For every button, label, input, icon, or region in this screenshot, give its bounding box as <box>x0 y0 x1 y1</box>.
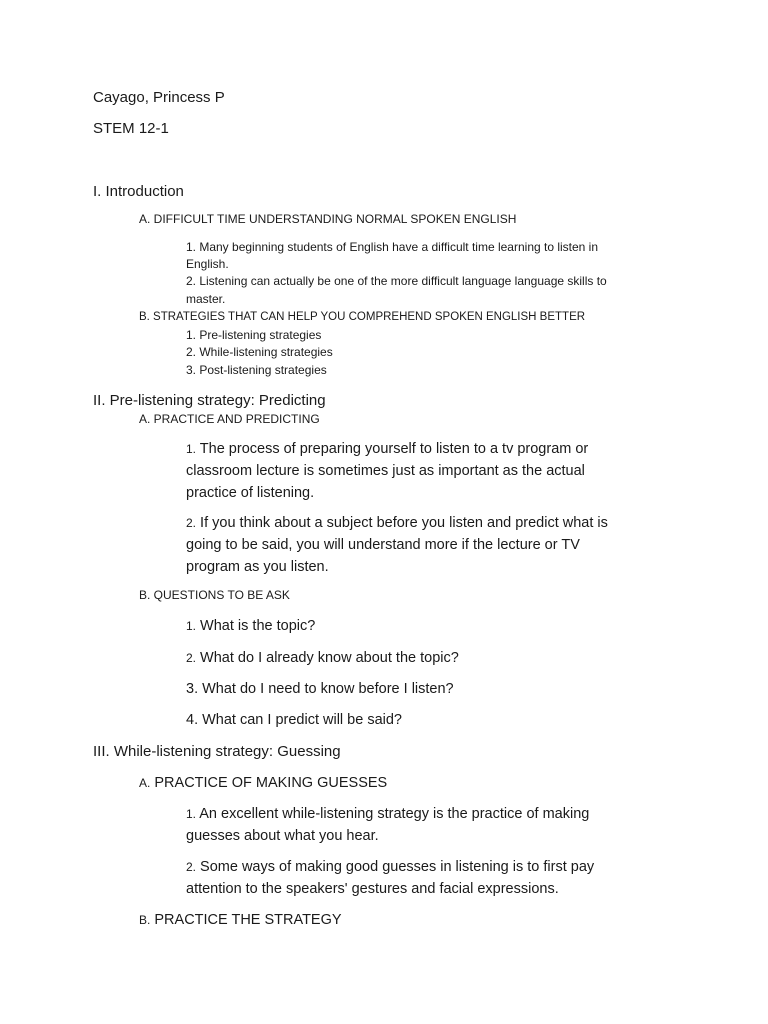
section-2-question-3: 3. What do I need to know before I listen? <box>186 681 454 697</box>
section-2-question-4: 4. What can I predict will be said? <box>186 712 402 728</box>
section-3-a-item-1-line-1 <box>186 806 589 823</box>
section-1-b-item-2: 2. While-listening strategies <box>186 345 333 359</box>
item-number: 2. <box>186 651 197 665</box>
section-2-a-item-2-line-2: going to be said, you will understand more if the lecture or TV <box>186 537 580 553</box>
section-2-a-heading: A. PRACTICE AND PREDICTING <box>139 412 320 426</box>
section-3-b-heading <box>139 912 342 929</box>
item-text: If you think about a subject before you listen and predict what is <box>200 515 608 531</box>
section-2-a-item-2-line-3: program as you listen. <box>186 559 329 575</box>
heading-text: PRACTICE THE STRATEGY <box>154 912 342 928</box>
item-number: 1. <box>186 807 197 821</box>
class-section: STEM 12-1 <box>93 120 169 137</box>
item-number: 2. <box>186 860 197 874</box>
section-1-b-heading: B. STRATEGIES THAT CAN HELP YOU COMPREHEND SPOKEN ENGLISH BETTER <box>139 311 586 323</box>
section-1-title: I. Introduction <box>93 183 184 200</box>
author-name: Cayago, Princess P <box>93 89 225 106</box>
section-2-question-2 <box>186 650 459 667</box>
section-2-question-1 <box>186 618 315 635</box>
item-text: An excellent while-listening strategy is the practice of making <box>199 806 590 822</box>
section-2-b-heading: B. QUESTIONS TO BE ASK <box>139 588 290 602</box>
section-3-title: III. While-listening strategy: Guessing <box>93 743 341 760</box>
section-1-b-item-3: 3. Post-listening strategies <box>186 363 327 377</box>
section-2-title: II. Pre-listening strategy: Predicting <box>93 392 326 409</box>
section-1-a-item-2-line-2: master. <box>186 292 226 306</box>
item-number: 1. <box>186 442 197 456</box>
section-1-b-item-1: 1. Pre-listening strategies <box>186 328 322 342</box>
section-2-a-item-1-line-3: practice of listening. <box>186 485 315 501</box>
heading-text: PRACTICE OF MAKING GUESSES <box>154 775 388 791</box>
section-2-a-item-2-line-1 <box>186 515 608 532</box>
section-3-a-item-2-line-2: attention to the speakers' gestures and facial expressions. <box>186 881 559 897</box>
item-text: What is the topic? <box>200 618 316 634</box>
item-letter: B. <box>139 913 151 927</box>
section-3-a-heading <box>139 775 387 792</box>
section-1-a-heading: A. DIFFICULT TIME UNDERSTANDING NORMAL SPOKEN ENGLISH <box>139 212 517 226</box>
section-3-a-item-2-line-1 <box>186 859 594 876</box>
section-3-a-item-1-line-2: guesses about what you hear. <box>186 828 379 844</box>
section-1-a-item-1-line-2: English. <box>186 257 229 271</box>
item-text: The process of preparing yourself to listen to a tv program or <box>199 441 589 457</box>
item-number: 2. <box>186 516 197 530</box>
section-1-a-item-2-line-1: 2. Listening can actually be one of the more difficult language language skills to <box>186 274 607 288</box>
item-text: What do I already know about the topic? <box>200 650 459 666</box>
section-2-a-item-1-line-1 <box>186 441 588 458</box>
section-2-a-item-1-line-2: classroom lecture is sometimes just as important as the actual <box>186 463 585 479</box>
section-1-a-item-1-line-1: 1. Many beginning students of English have a difficult time learning to listen in <box>186 240 599 254</box>
item-text: Some ways of making good guesses in listening is to first pay <box>200 859 595 875</box>
item-number: 1. <box>186 619 197 633</box>
item-letter: A. <box>139 776 151 790</box>
